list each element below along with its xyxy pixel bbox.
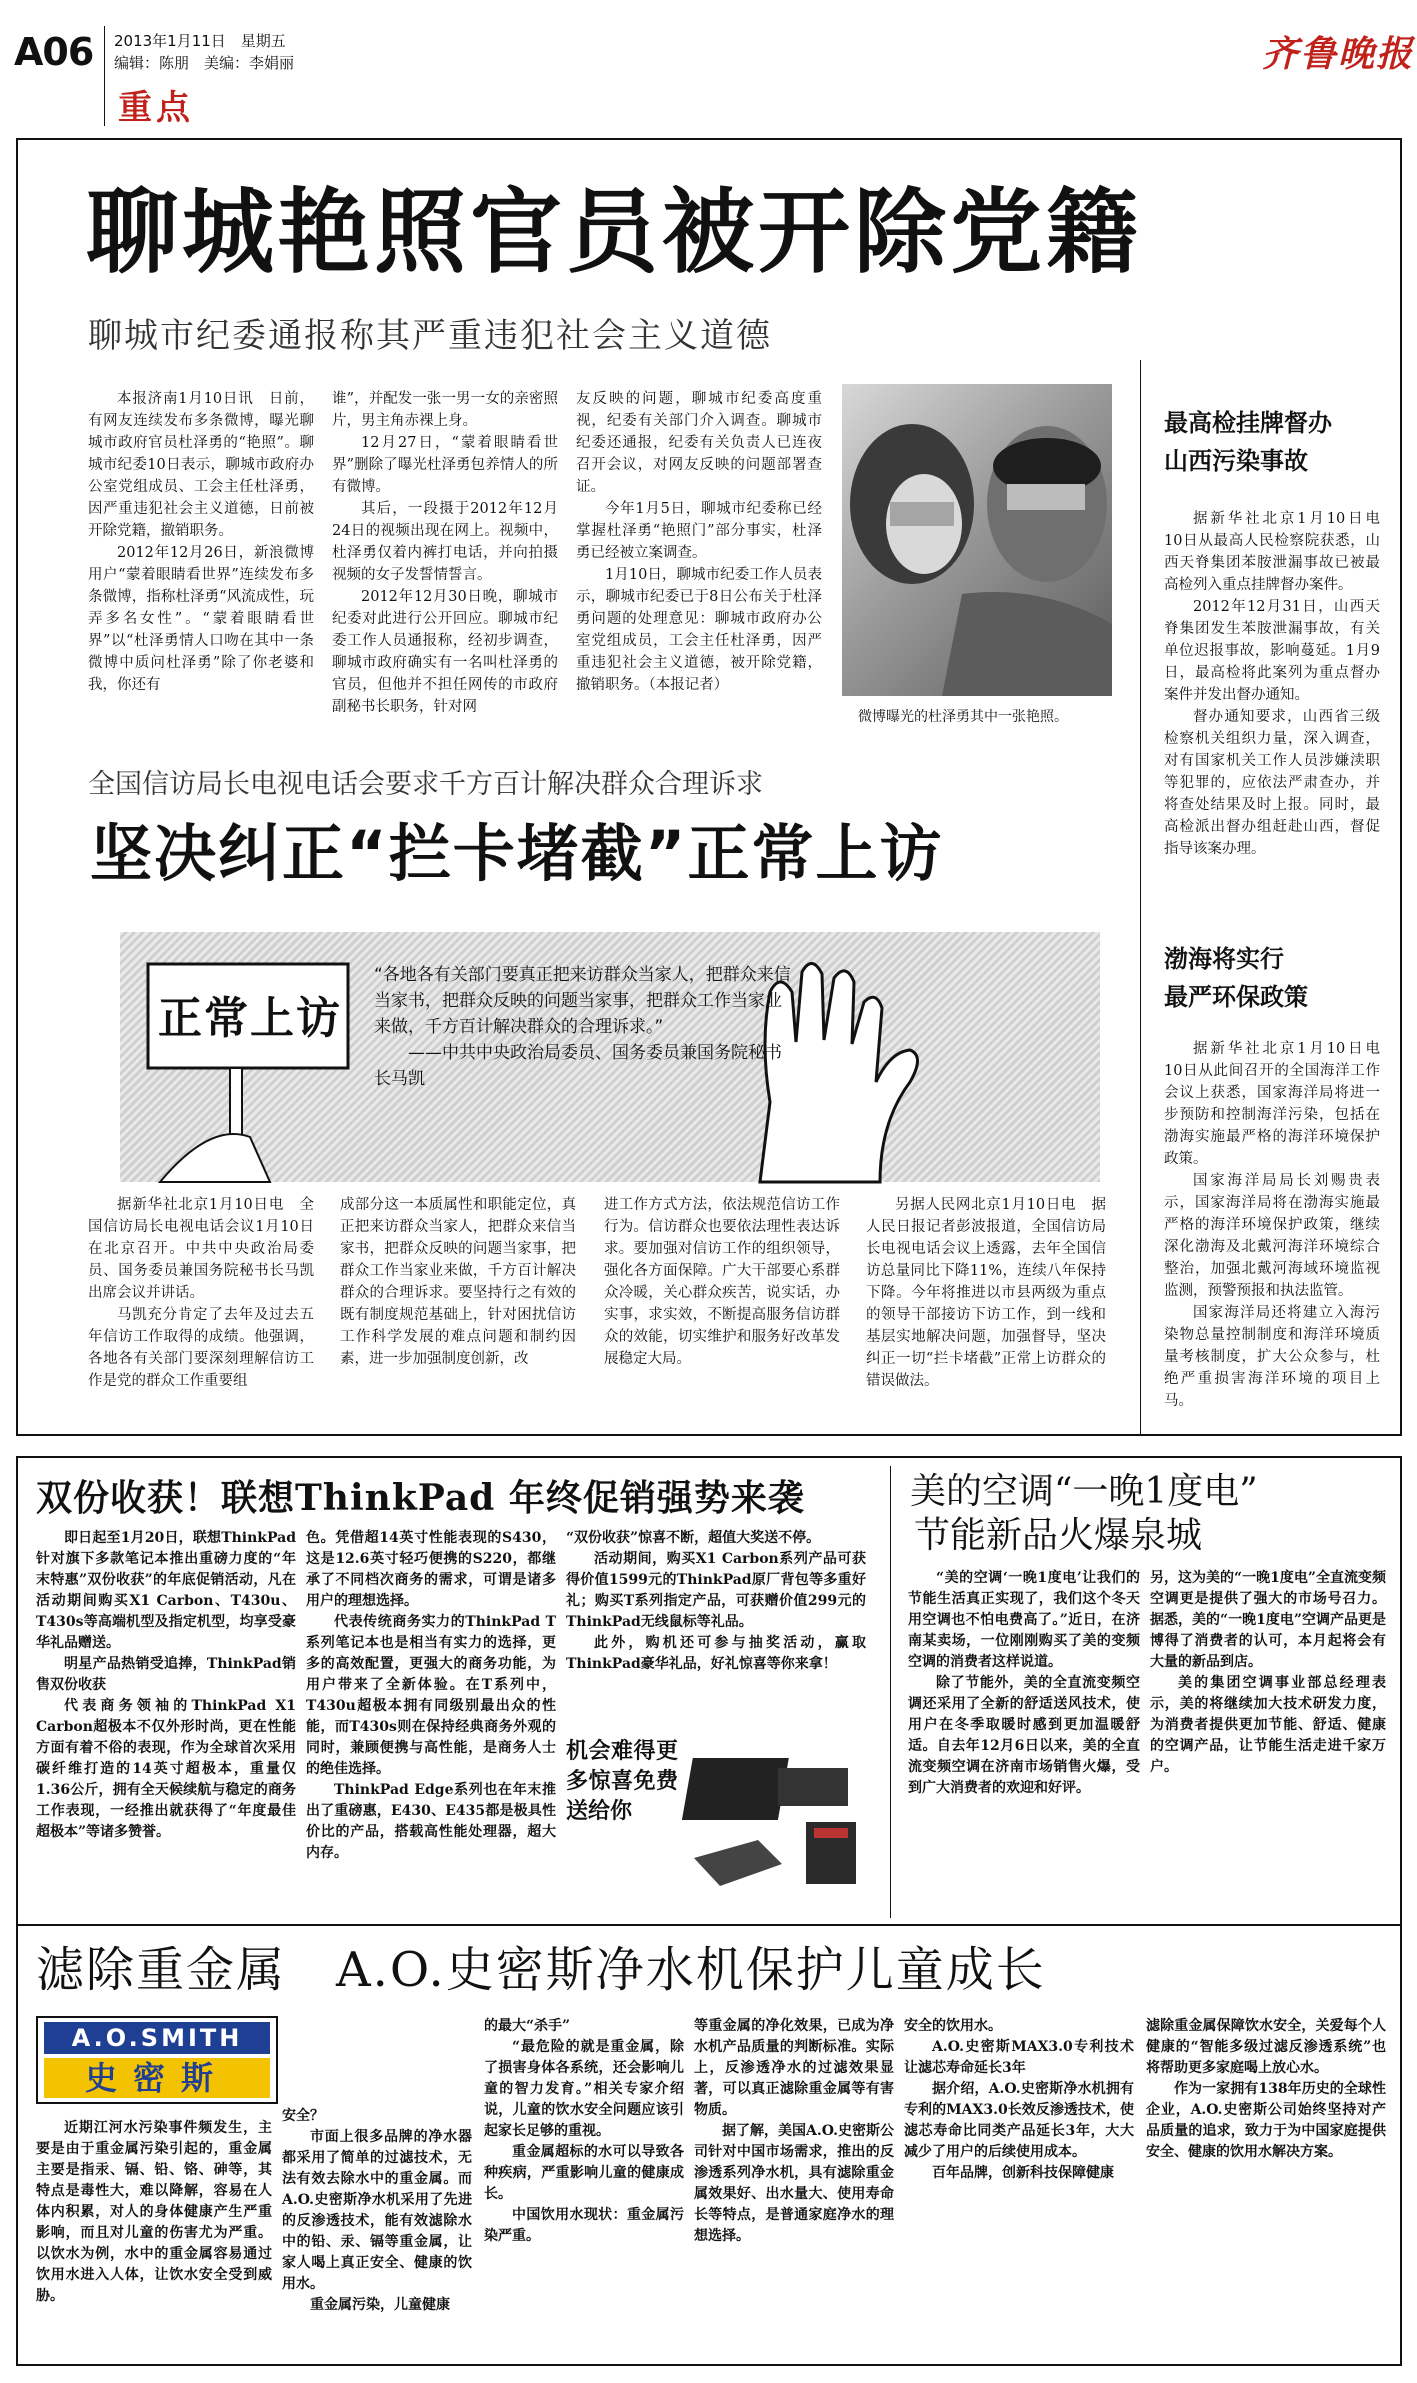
sidebar-story-b-body: 据新华社北京1月10日电 10日从此间召开的全国海洋工作会议上获悉，国家海洋局将进一步预防和控制海洋污染，包括在渤海实施最严格的海洋环境保护政策。 国家海洋局局长刘赐贵表示，国家海洋局将在渤海实施最严格的海洋环境保护政策，继续深化渤海及北戴河海洋环境综合整治，加强北戴河海域环境监视监测，预警预报和执法监管。 国家海洋局还将建立入海污染物总量控制制度和海洋环境质量考核制度，扩大公众参与，杜绝严重损害海洋环境的项目上马。 xyxy=(1164,1041,1395,1409)
sidebar-story-b-title: 渤海将实行 最严环保政策 xyxy=(1164,945,1308,1011)
story2-column-4: 另据人民网北京1月10日电 据人民日报记者彭波报道，全国信访局长电视电话会议上透露，去年全国信访总量同比下降11%，连续八年保持下降。今年将推进以市县两级为重点的领导干部接访下访工作，到一线和基层实地解决问题，加强督导，坚决纠正一切“拦卡堵截”正常上访群众的错误做法。 xyxy=(866,1197,1106,1389)
story2-column-3: 进工作方式方法，依法规范信访工作行为。信访群众也要依法理性表达诉求。要加强对信访工作的组织领导，强化各方面保障。广大干部要心系群众冷暖，关心群众疾苦，说实话，办实事，求实效，不断提高服务信访群众的效能，切实维护和服务好改革发展稳定大局。 xyxy=(604,1197,840,1367)
newspaper-logo: 齐鲁晚报 xyxy=(1262,33,1415,75)
story2-quote-source: ——中共中央政治局委员、国务委员兼国务院秘书长马凯 xyxy=(374,1043,782,1089)
ad1-right-column-1: “美的空调‘一晚1度电’让我们的节能生活真正实现了，我们这个冬天用空调也不怕电费高了。”近日，在济南某卖场，一位刚刚购买了美的变频空调的消费者这样说道。 除了节能外，美的全直流变频空调还采用了全新的舒适送风技术，使用户在冬季取暖时感到更加温暖舒适。自去年12月6日以来，美的全直流变频空调在济南市场销售火爆，受到广大消费者的欢迎和好评。 xyxy=(908,1570,1140,1796)
sidebar-story-a-title: 最高检挂牌督办 山西污染事故 xyxy=(1164,409,1332,475)
story1-column-2: 谁”，并配发一张一男一女的亲密照片，男主角赤裸上身。 12月27日，“蒙着眼睛看世界”删除了曝光杜泽勇包养情人的所有微博。 其后，一段摄于2012年12月24日的视频出现在网上。视频中，杜泽勇仅着内裤打电话，并向拍摄视频的女子发誓情誓言。 2012年12月30日晚，聊城市纪委对此进行公开回应。聊城市纪委工作人员通报称，经初步调查，聊城市政府确实有一名叫杜泽勇的官员，但他并不担任网传的市政府副秘书长职务，针对网 xyxy=(332,391,558,715)
ad2-column-6: 滤除重金属保障饮水安全，关爱每个人健康的“智能多级过滤反渗透系统”也将帮助更多家庭喝上放心水。 作为一家拥有138年历史的全球性企业，A.O.史密斯公司始终坚持对产品质量的追求，致力于为中国家庭提供安全、健康的饮用水解决方案。 xyxy=(1146,2018,1386,2160)
logo-chinese: 史密斯 xyxy=(44,2058,270,2098)
story2-column-1: 据新华社北京1月10日电 全国信访局长电视电话会议1月10日在北京召开。中共中央政治局委员、国务委员兼国务院秘书长马凯出席会议并讲话。 马凯充分肯定了去年及过去五年信访工作取得的成绩。他强调，各地各有关部门要深刻理解信访工作是党的群众工作重要组 xyxy=(88,1197,314,1389)
section-label: 重点 xyxy=(118,88,194,128)
story1-photo xyxy=(842,384,1112,696)
editor-credit: 编辑：陈朋 美编：李娟丽 xyxy=(114,54,295,72)
ad1-divider xyxy=(890,1466,891,1918)
story2-kicker: 全国信访局长电视电话会要求千方百计解决群众合理诉求 xyxy=(88,769,763,800)
sidebar-story-a-body: 据新华社北京1月10日电 10日从最高人民检察院获悉，山西天脊集团苯胺泄漏事故已被最高检列入重点挂牌督办案件。 2012年12月31日，山西天脊集团发生苯胺泄漏事故，有关单位迟报事故，影响蔓延。1月9日，最高检将此案列为重点督办案件并发出督办通知。 督办通知要求，山西省三级检察机关组织力量，深入调查，对有国家机关工作人员涉嫌渎职等犯罪的，应依法严肃查办，并将查处结果及时上报。同时，最高检派出督办组赶赴山西，督促指导该案办理。 xyxy=(1164,511,1395,857)
logo-english: A.O.SMITH xyxy=(44,2022,270,2054)
sidebar-divider xyxy=(1140,360,1141,1436)
story1-headline: 聊城艳照官员被开除党籍 xyxy=(86,179,1143,286)
story1-column-1: 本报济南1月10日讯 日前，有网友连续发布多条微博，曝光聊城市政府官员杜泽勇的“艳照”。聊城市纪委10日表示，聊城市政府办公室党组成员、工会主任杜泽勇，因严重违犯社会主义道德，日前被开除党籍，撤销职务。 2012年12月26日，新浪微博用户“蒙着眼睛看世界”连续发布多条微博，指称杜泽勇“风流成性，玩弄多名女性”。“蒙着眼睛看世界”以“杜泽勇情人口吻在其中一条微博中质问杜泽勇”除了你老婆和我，你还有 xyxy=(88,391,314,693)
story1-column-3: 友反映的问题，聊城市纪委高度重视，纪委有关部门介入调查。聊城市纪委还通报，纪委有关负责人已连夜召开会议，对网友反映的问题部署查证。 今年1月5日，聊城市纪委称已经掌握杜泽勇“艳照门”部分事实，杜泽勇已经被立案调查。 1月10日，聊城市纪委工作人员表示，聊城市纪委已于8日公布关于杜泽勇问题的处理意见：聊城市政府办公室党组成员，工会主任杜泽勇，因严重违犯社会主义道德，被开除党籍，撤销职务。（本报记者） xyxy=(576,391,822,693)
product-illustration xyxy=(686,1740,876,1910)
ad1-column-3: “双份收获”惊喜不断，超值大奖送不停。 活动期间，购买X1 Carbon系列产品可获得价值1599元的ThinkPad原厂背包等多重好礼；购买T系列指定产品，可获赠价值299元的ThinkPad无线鼠标等礼品。 此外，购机还可参与抽奖活动，赢取ThinkPad豪华礼品，好礼惊喜等你来拿！ xyxy=(566,1530,866,1672)
story2-quote: “各地各有关部门要真正把来访群众当家人，把群众来信当家书，把群众反映的问题当家事，把群众工作当家业来做，千方百计解决群众的合理诉求。” ——中共中央政治局委员、国务委员兼国务院秘书长马凯 xyxy=(374,962,794,1092)
illustration-sign-text: 正常上访 xyxy=(158,993,342,1044)
ad2-column-3: 的最大“杀手” “最危险的就是重金属，除了损害身体各系统，还会影响儿童的智力发育。”相关专家介绍说，儿童的饮水安全问题应该引起家长足够的重视。 重金属超标的水可以导致各种疾病，严重影响儿童的健康成长。 中国饮用水现状：重金属污染严重。 xyxy=(484,2018,684,2244)
ad2-title: 滤除重金属 A.O.史密斯净水机保护儿童成长 xyxy=(36,1942,1046,1998)
masthead-divider xyxy=(104,26,105,126)
page-number: A06 xyxy=(14,30,94,74)
issue-date: 2013年1月11日 星期五 xyxy=(114,32,286,50)
story1-photo-caption: 微博曝光的杜泽勇其中一张艳照。 xyxy=(858,709,1068,725)
ad2-column-1: 近期江河水污染事件频发生，主要是由于重金属污染引起的，重金属主要是指汞、镉、铅、铬、砷等，其特点是毒性大，难以降解，容易在人体内积累，对人的身体健康产生严重影响，而且对儿童的伤害尤为严重。以饮水为例，水中的重金属容易通过饮用水进入人体，让饮水安全受到威胁。 xyxy=(36,2120,272,2304)
ao-smith-logo xyxy=(36,2016,278,2104)
ad2-column-2: 安全？ 市面上很多品牌的净水器都采用了简单的过滤技术，无法有效去除水中的重金属。而A.O.史密斯净水机采用了先进的反渗透技术，能有效滤除水中的铅、汞、镉等重金属，让家人喝上真正安全、健康的饮用水。 重金属污染，儿童健康 xyxy=(282,2108,472,2313)
photo-figures xyxy=(842,384,1112,696)
ad1-right-column-2: 另，这为美的“一晚1度电”全直流变频空调更是提供了强大的市场号召力。据悉，美的“一晚1度电”空调产品更是博得了消费者的认可，本月起将会有大量的新品到店。 美的集团空调事业部总经理表示，美的将继续加大技术研发力度，为消费者提供更加节能、舒适、健康的空调产品，让节能生活走进千家万户。 xyxy=(1150,1570,1386,1775)
ad2-column-4: 等重金属的净化效果，已成为净水机产品质量的判断标准。实际上，反渗透净水的过滤效果显著，可以真正滤除重金属等有害物质。 据了解，美国A.O.史密斯公司针对中国市场需求，推出的反渗透系列净水机，具有滤除重金属效果好、出水量大、使用寿命长等特点，是普通家庭净水的理想选择。 xyxy=(694,2018,894,2244)
story2-column-2: 成部分这一本质属性和职能定位，真正把来访群众当家人，把群众来信当家书，把群众反映的问题当家事，把群众工作当家业来做，千方百计解决群众的合理诉求。要坚持行之有效的既有制度规范基础上，针对困扰信访工作科学发展的难点问题和制约因素，进一步加强制度创新，改 xyxy=(340,1197,576,1367)
ad1-column-2: 色。凭借超14英寸性能表现的S430，这是12.6英寸轻巧便携的S220，都继承了不同档次商务的需求，可谓是诸多用户的理想选择。 代表传统商务实力的ThinkPad T系列笔记本也是相当有实力的选择，更多的高效配置，更强大的商务功能，为用户带来了全新体验。在T系列中，T430u超极本拥有同级别最出众的性能，而T430s则在保持经典商务外观的同时，兼顾便携与高性能，是商务人士的绝佳选择。 ThinkPad Edge系列也在年末推出了重磅惠，E430、E435都是极具性价比的产品，搭载高性能处理器，超大内存。 xyxy=(306,1530,556,1861)
ad1-promo-text: 机会难得更多惊喜免费送给你 xyxy=(566,1738,678,1824)
ad2-column-5: 安全的饮用水。 A.O.史密斯MAX3.0专利技术让滤芯寿命延长3年 据介绍，A.O.史密斯净水机拥有专利的MAX3.0长效反渗透技术，使滤芯寿命比同类产品延长3年，大大减少了用户的后续使用成本。 百年品牌，创新科技保障健康 xyxy=(904,2018,1134,2181)
story2-headline: 坚决纠正“拦卡堵截”正常上访 xyxy=(90,817,944,890)
story1-subheadline: 聊城市纪委通报称其严重违犯社会主义道德 xyxy=(88,316,772,356)
ad1-title: 双份收获！联想ThinkPad 年终促销强势来袭 xyxy=(36,1477,805,1519)
ad1-right-title: 美的空调“一晚1度电” 节能新品火爆泉城 xyxy=(910,1471,1258,1556)
ad1-product-image xyxy=(686,1740,876,1910)
ad1-column-1: 即日起至1月20日，联想ThinkPad针对旗下多款笔记本推出重磅力度的“年末特惠”双份收获”的年底促销活动，凡在活动期间购买X1 Carbon、T430u、T430s等高端机型及指定机型，均享受豪华礼品赠送。 明星产品热销受追捧，ThinkPad销售双份收获 代表商务领袖的ThinkPad X1 Carbon超极本不仅外形时尚，更在性能方面有着不俗的表现，作为全球首次采用碳纤维打造的14英寸超极本，重量仅1.36公斤，拥有全天候续航与稳定的商务工作表现，一经推出就获得了“年度最佳超极本”等诸多赞誉。 xyxy=(36,1530,296,1840)
